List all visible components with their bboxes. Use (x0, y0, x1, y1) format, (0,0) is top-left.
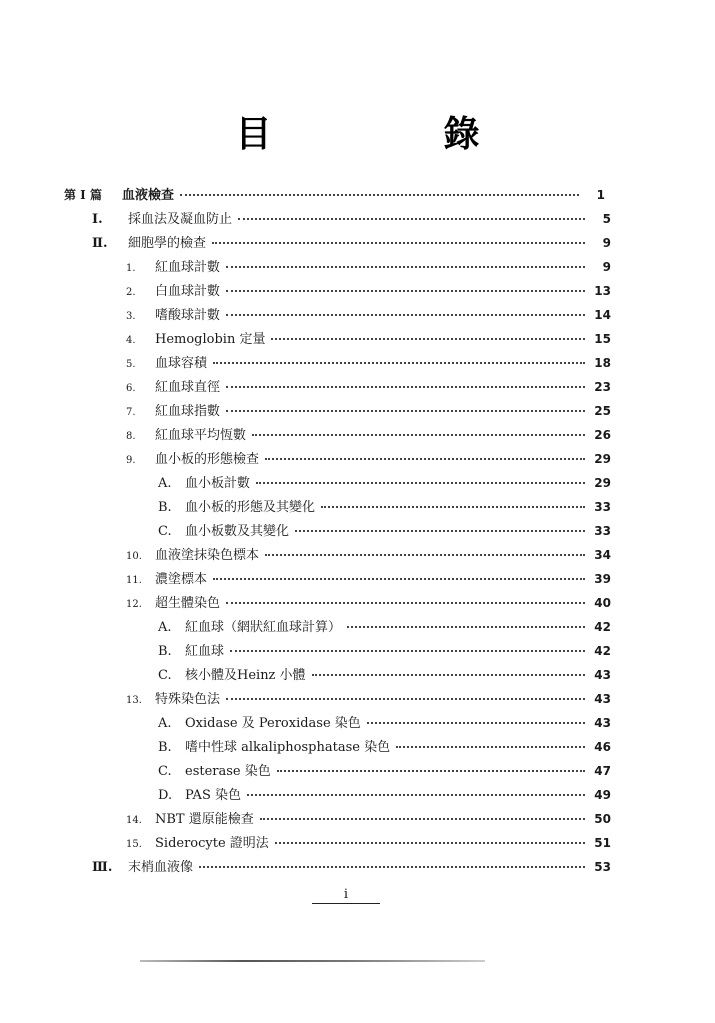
dot-leader (226, 290, 585, 292)
entry-title: NBT 還原能檢查 (155, 812, 254, 827)
entry-page: 42 (594, 620, 611, 634)
dot-leader (226, 698, 585, 700)
entry-title: 血球容積 (155, 356, 208, 371)
entry-page: 49 (594, 788, 611, 802)
dot-leader (271, 338, 585, 340)
entry-title: 紅血球 (185, 644, 225, 659)
dot-leader (295, 530, 585, 532)
toc-entry (158, 738, 611, 757)
entry-title: 血小板的形態及其變化 (185, 500, 316, 515)
entry-title: 血小板計數 (185, 476, 251, 491)
toc-entry (126, 546, 611, 566)
dot-leader (252, 434, 585, 436)
dot-leader (396, 746, 585, 748)
entry-page: 47 (594, 764, 611, 778)
entry-page: 29 (594, 452, 611, 466)
entry-number: Ⅱ. (92, 236, 108, 251)
toc-entry (126, 570, 611, 590)
toc-entry (158, 618, 611, 637)
entry-page: 40 (594, 596, 611, 610)
dot-leader (212, 242, 585, 244)
toc-entry (126, 330, 611, 350)
entry-title: 末梢血液像 (128, 860, 194, 875)
entry-page: 26 (594, 428, 611, 442)
dot-leader (265, 458, 585, 460)
toc-entry (158, 714, 611, 733)
entry-page: 46 (594, 740, 611, 754)
dot-leader (226, 602, 585, 604)
entry-number: B. (158, 644, 172, 659)
entry-number: 14. (126, 815, 142, 826)
toc-entry (92, 234, 611, 253)
entry-number: 2. (126, 287, 136, 298)
entry-number: 7. (126, 407, 136, 418)
entry-title: Oxidase 及 Peroxidase 染色 (185, 716, 361, 731)
toc-entry (126, 450, 611, 470)
dot-leader (213, 362, 585, 364)
toc-entry (126, 354, 611, 374)
entry-page: 51 (594, 836, 611, 850)
toc-entry (126, 426, 611, 446)
dot-leader (275, 842, 585, 844)
dot-leader (226, 410, 585, 412)
entry-page: 9 (602, 236, 611, 250)
entry-title: 嗜中性球 alkaliphosphatase 染色 (185, 740, 391, 755)
toc-entry (92, 210, 611, 229)
dot-leader (247, 794, 585, 796)
entry-title: Siderocyte 證明法 (155, 836, 269, 851)
entry-number: A. (158, 620, 172, 635)
toc-entry (158, 762, 611, 781)
entry-page: 23 (594, 380, 611, 394)
dot-leader (230, 650, 585, 652)
entry-title: 紅血球平均恆數 (155, 428, 247, 443)
toc-entry (158, 786, 611, 805)
entry-number: 8. (126, 431, 136, 442)
toc-entry (126, 594, 611, 614)
entry-number: D. (158, 788, 173, 803)
scan-artifact-line (140, 960, 485, 962)
entry-title: 紅血球計數 (155, 260, 221, 275)
entry-number: 10. (126, 551, 142, 562)
dot-leader (226, 266, 585, 268)
entry-page: 15 (594, 332, 611, 346)
entry-number: 12. (126, 599, 142, 610)
toc-entry (126, 282, 611, 302)
entry-title: 超生體染色 (155, 596, 221, 611)
page-title: 目 錄 (235, 114, 548, 155)
toc-entry (126, 690, 611, 710)
dot-leader (312, 674, 585, 676)
dot-leader (367, 722, 585, 724)
entry-number: 第 I 篇 (64, 188, 102, 202)
entry-number: 11. (126, 575, 142, 586)
entry-title: 血小板的形態檢查 (155, 452, 260, 467)
entry-number: B. (158, 740, 172, 755)
dot-leader (226, 386, 585, 388)
toc-entry (64, 186, 605, 205)
entry-page: 9 (602, 260, 611, 274)
entry-title: Hemoglobin 定量 (155, 332, 266, 347)
entry-page: 1 (596, 188, 605, 202)
entry-page: 18 (594, 356, 611, 370)
entry-page: 33 (594, 500, 611, 514)
entry-page: 42 (594, 644, 611, 658)
entry-number: A. (158, 716, 172, 731)
toc-entry (158, 498, 611, 517)
toc-entry (158, 642, 611, 661)
entry-title: 血小板數及其變化 (185, 524, 290, 539)
entry-page: 43 (594, 692, 611, 706)
toc-entry (158, 474, 611, 493)
entry-title: 嗜酸球計數 (155, 308, 221, 323)
entry-page: 43 (594, 716, 611, 730)
dot-leader (180, 194, 579, 196)
entry-page: 29 (594, 476, 611, 490)
entry-page: 34 (594, 548, 611, 562)
entry-number: 9. (126, 455, 136, 466)
dot-leader (256, 482, 585, 484)
entry-number: 1. (126, 263, 136, 274)
entry-title: 特殊染色法 (155, 692, 221, 707)
toc-entry (126, 402, 611, 422)
entry-number: C. (158, 524, 172, 539)
entry-title: 白血球計數 (155, 284, 221, 299)
entry-number: A. (158, 476, 172, 491)
entry-title: 紅血球（網狀紅血球計算） (185, 620, 342, 635)
toc-entry (92, 858, 611, 877)
entry-title: 血液塗抹染色標本 (155, 548, 260, 563)
entry-number: B. (158, 500, 172, 515)
dot-leader (260, 818, 585, 820)
entry-page: 39 (594, 572, 611, 586)
entry-number: 13. (126, 695, 142, 706)
entry-number: Ⅲ. (92, 860, 113, 875)
dot-leader (226, 314, 585, 316)
entry-page: 33 (594, 524, 611, 538)
entry-number: C. (158, 764, 172, 779)
entry-number: 4. (126, 335, 136, 346)
entry-page: 13 (594, 284, 611, 298)
entry-page: 43 (594, 668, 611, 682)
entry-title: 核小體及Heinz 小體 (185, 668, 306, 683)
entry-title: esterase 染色 (185, 764, 271, 779)
entry-title: 細胞學的檢查 (128, 236, 207, 251)
entry-page: 5 (602, 212, 611, 226)
entry-title: PAS 染色 (185, 788, 241, 803)
dot-leader (265, 554, 585, 556)
entry-title: 紅血球指數 (155, 404, 221, 419)
toc-entry (126, 258, 611, 278)
toc-entry (126, 810, 611, 830)
dot-leader (321, 506, 585, 508)
entry-number: Ⅰ. (92, 212, 103, 227)
entry-number: 6. (126, 383, 136, 394)
dot-leader (238, 218, 585, 220)
toc-entry (158, 666, 611, 685)
entry-title: 紅血球直徑 (155, 380, 221, 395)
entry-title: 濃塗標本 (155, 572, 208, 587)
entry-page: 53 (594, 860, 611, 874)
entry-number: 5. (126, 359, 136, 370)
toc-entry (126, 306, 611, 326)
entry-page: 50 (594, 812, 611, 826)
dot-leader (199, 866, 585, 868)
entry-number: 15. (126, 839, 142, 850)
dot-leader (213, 578, 585, 580)
entry-number: 3. (126, 311, 136, 322)
dot-leader (347, 626, 585, 628)
toc-entry (158, 522, 611, 541)
entry-page: 14 (594, 308, 611, 322)
entry-page: 25 (594, 404, 611, 418)
entry-title: 血液檢查 (122, 188, 175, 203)
toc-entry (126, 378, 611, 398)
entry-title: 採血法及凝血防止 (128, 212, 233, 227)
toc-entry (126, 834, 611, 854)
dot-leader (277, 770, 585, 772)
page-number: i (312, 887, 380, 904)
entry-number: C. (158, 668, 172, 683)
